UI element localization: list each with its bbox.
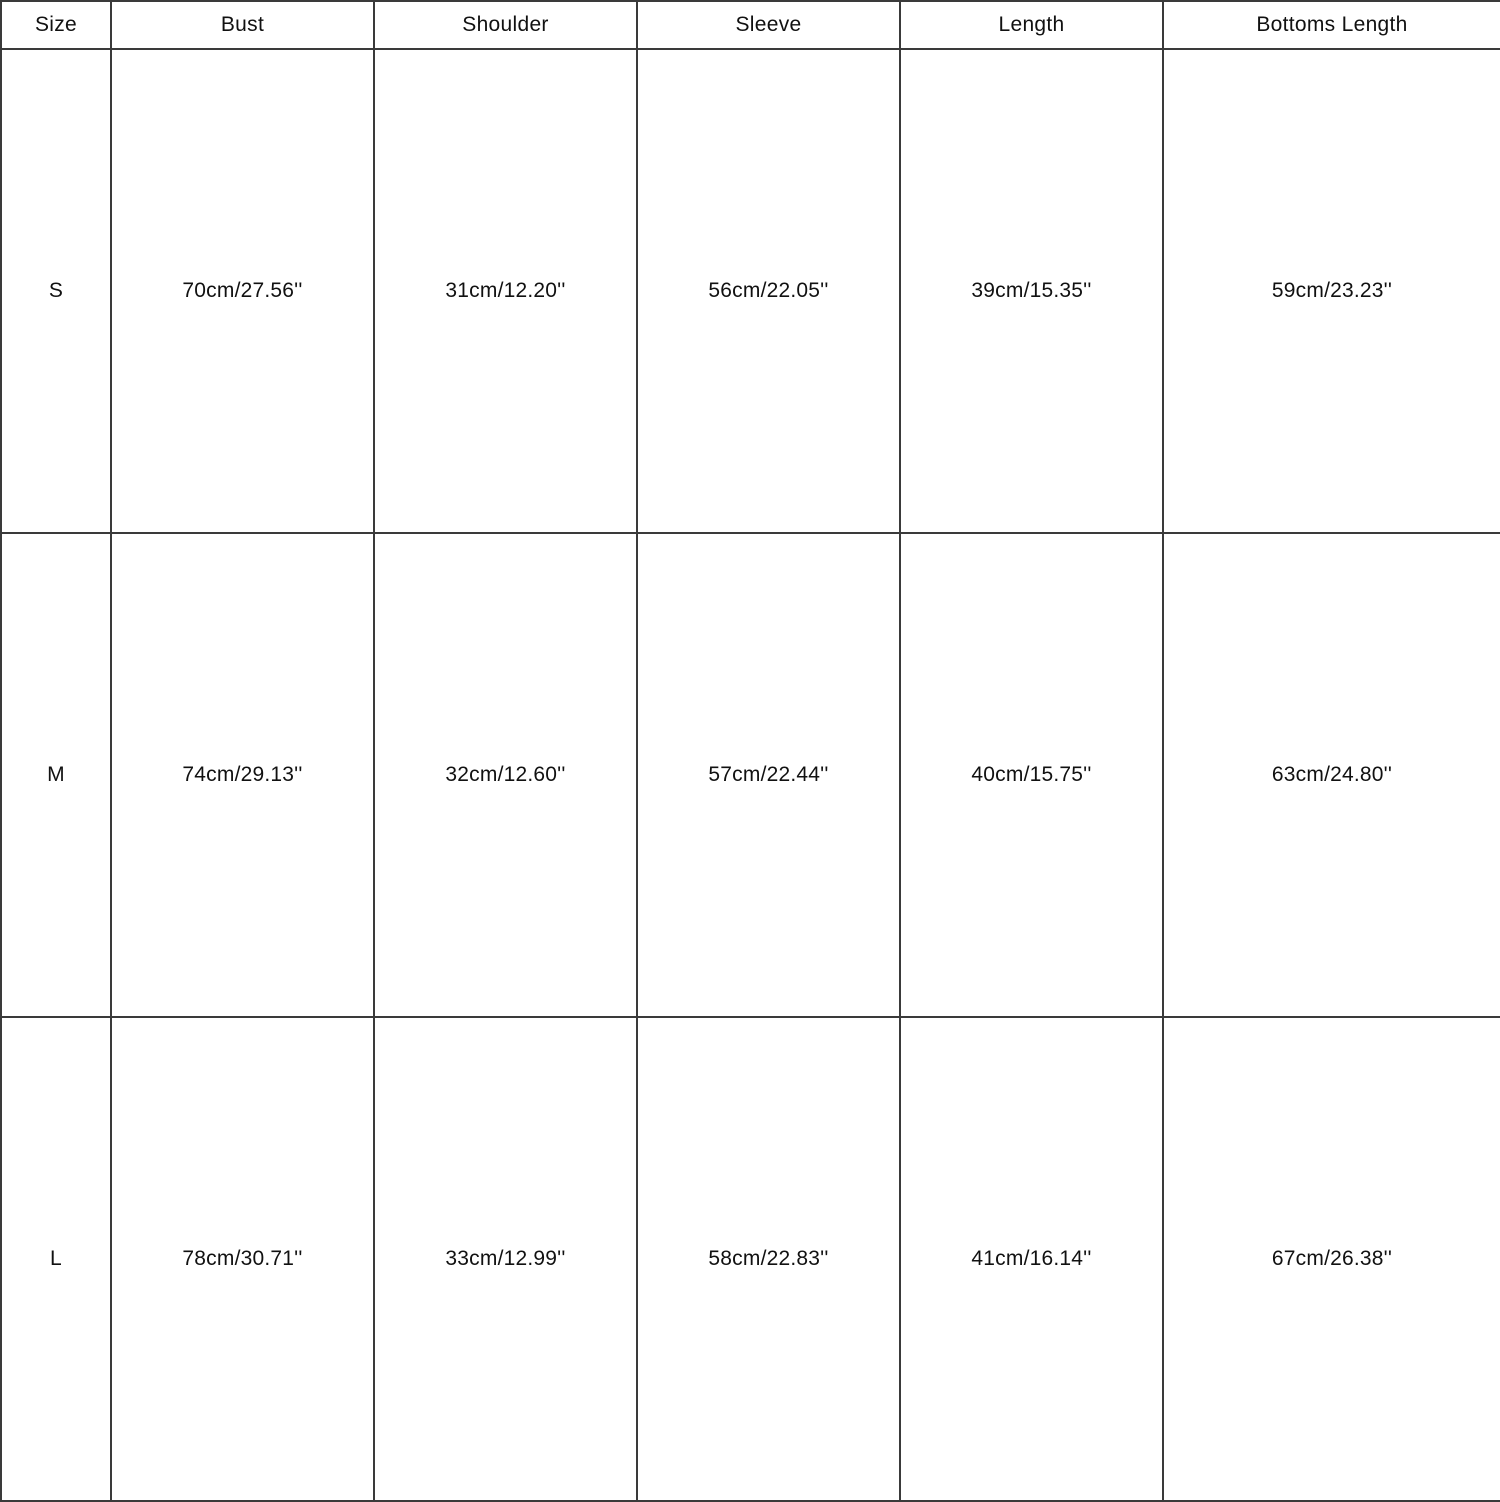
table-row — [1, 1017, 1500, 1501]
bottoms-length-cell: 59cm/23.23'' — [1163, 49, 1500, 533]
bust-cell: 78cm/30.71'' — [111, 1017, 374, 1501]
size-cell: S — [1, 49, 111, 533]
header-size: Size — [1, 1, 111, 49]
table-row — [1, 533, 1500, 1017]
bottoms-length-cell: 67cm/26.38'' — [1163, 1017, 1500, 1501]
length-cell: 40cm/15.75'' — [900, 533, 1163, 1017]
table-row — [1, 49, 1500, 533]
shoulder-cell: 32cm/12.60'' — [374, 533, 637, 1017]
size-cell: L — [1, 1017, 111, 1501]
sleeve-cell: 56cm/22.05'' — [637, 49, 900, 533]
header-shoulder: Shoulder — [374, 1, 637, 49]
size-cell: M — [1, 533, 111, 1017]
shoulder-cell: 33cm/12.99'' — [374, 1017, 637, 1501]
bust-cell: 74cm/29.13'' — [111, 533, 374, 1017]
header-sleeve: Sleeve — [637, 1, 900, 49]
sleeve-cell: 58cm/22.83'' — [637, 1017, 900, 1501]
header-bust: Bust — [111, 1, 374, 49]
header-length: Length — [900, 1, 1163, 49]
sleeve-cell: 57cm/22.44'' — [637, 533, 900, 1017]
length-cell: 39cm/15.35'' — [900, 49, 1163, 533]
header-row — [1, 1, 1500, 49]
header-bottoms-length: Bottoms Length — [1163, 1, 1500, 49]
bottoms-length-cell: 63cm/24.80'' — [1163, 533, 1500, 1017]
shoulder-cell: 31cm/12.20'' — [374, 49, 637, 533]
bust-cell: 70cm/27.56'' — [111, 49, 374, 533]
length-cell: 41cm/16.14'' — [900, 1017, 1163, 1501]
